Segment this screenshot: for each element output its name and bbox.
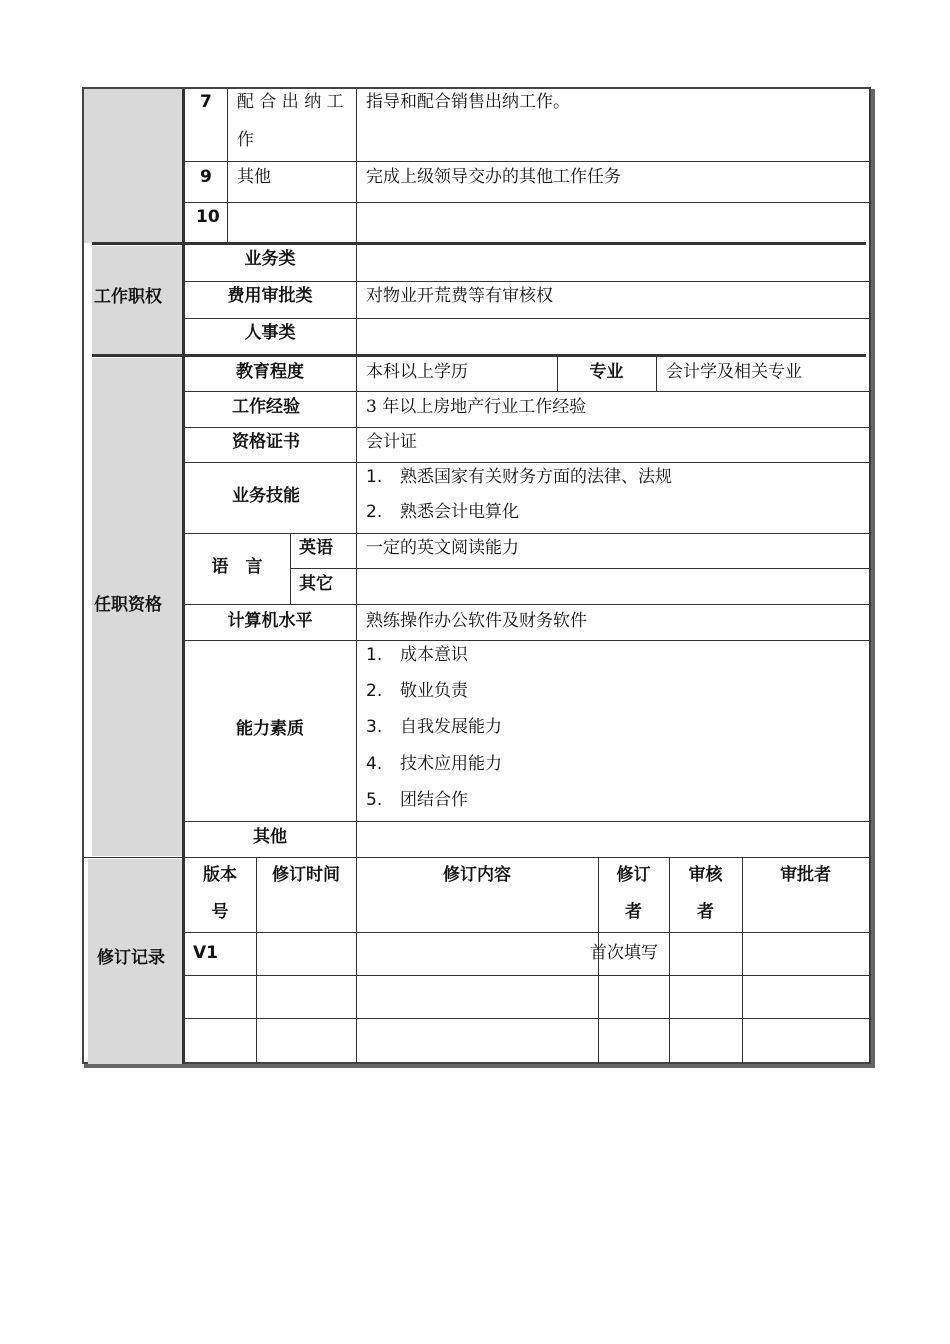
section-header-qualification: 任职资格 (94, 595, 162, 615)
authority-label: 人事类 (244, 323, 296, 343)
list-number: 1. (366, 467, 383, 487)
list-item: 自我发展能力 (400, 717, 502, 737)
row-divider (184, 427, 871, 428)
column-header-approver: 审批者 (780, 865, 831, 885)
row-divider (184, 821, 871, 822)
english-label: 英语 (299, 538, 333, 558)
column-divider (356, 89, 357, 857)
duty-description: 完成上级领导交办的其他工作任务 (366, 167, 621, 187)
list-item: 团结合作 (400, 790, 468, 810)
certificate-value: 会计证 (366, 432, 417, 452)
row-divider (184, 202, 871, 203)
other-label: 其他 (253, 827, 287, 847)
authority-value: 对物业开荒费等有审核权 (366, 286, 553, 306)
column-divider (742, 857, 743, 1064)
row-divider (290, 568, 871, 569)
experience-label: 工作经验 (232, 397, 300, 417)
duty-number: 7 (200, 92, 212, 112)
skills-label: 业务技能 (232, 486, 300, 506)
list-number: 1. (366, 645, 383, 665)
authority-label: 业务类 (244, 249, 296, 269)
revision-content: 首次填写 (590, 943, 658, 963)
column-divider (227, 89, 228, 242)
column-header-auditor: 审核 (688, 865, 723, 885)
column-header-reviser: 者 (625, 902, 642, 922)
section-header-cell (84, 89, 184, 243)
experience-value: 3 年以上房地产行业工作经验 (366, 397, 587, 417)
section-divider (92, 242, 866, 245)
row-divider (184, 932, 871, 933)
row-divider (184, 391, 871, 392)
list-item: 熟悉会计电算化 (400, 502, 519, 522)
column-header-auditor: 者 (697, 902, 714, 922)
list-item: 熟悉国家有关财务方面的法律、法规 (400, 467, 672, 487)
list-item: 成本意识 (400, 645, 468, 665)
column-divider (656, 354, 657, 391)
education-label: 教育程度 (236, 362, 304, 382)
table-shadow (84, 1064, 875, 1068)
column-divider (290, 533, 291, 604)
other-language-label: 其它 (299, 574, 333, 594)
major-label: 专业 (589, 362, 624, 382)
row-divider (184, 462, 871, 463)
language-label: 语 言 (211, 557, 263, 577)
list-number: 3. (366, 717, 383, 737)
duty-name: 其他 (237, 167, 271, 187)
duty-description: 指导和配合销售出纳工作。 (366, 92, 570, 112)
row-divider (184, 640, 871, 641)
duty-name: 配 合 出 纳 工 (237, 92, 344, 112)
row-divider (184, 604, 871, 605)
section-header-revision: 修订记录 (97, 948, 165, 968)
major-value: 会计学及相关专业 (666, 362, 802, 382)
list-number: 5. (366, 790, 383, 810)
column-header-time: 修订时间 (272, 865, 340, 885)
education-value: 本科以上学历 (366, 362, 468, 382)
row-divider (184, 975, 871, 976)
revision-version: V1 (193, 943, 218, 963)
authority-label: 费用审批类 (227, 286, 313, 306)
english-value: 一定的英文阅读能力 (366, 538, 519, 558)
row-divider (184, 1018, 871, 1019)
row-divider (184, 161, 871, 162)
list-number: 4. (366, 754, 383, 774)
section-divider (84, 857, 871, 858)
row-divider (184, 318, 871, 319)
certificate-label: 资格证书 (232, 432, 300, 452)
section-header-authority: 工作职权 (94, 287, 162, 307)
column-divider (256, 857, 257, 1064)
list-number: 2. (366, 681, 383, 701)
duty-name: 作 (237, 130, 254, 150)
list-number: 2. (366, 502, 383, 522)
column-divider (669, 857, 670, 1064)
list-item: 技术应用能力 (400, 754, 502, 774)
column-divider (356, 857, 357, 1064)
column-divider (869, 89, 870, 1064)
table-shadow (871, 89, 875, 1068)
column-header-reviser: 修订 (616, 865, 651, 885)
computer-value: 熟练操作办公软件及财务软件 (366, 611, 587, 631)
duty-number: 9 (200, 167, 212, 187)
row-divider (184, 281, 871, 282)
column-header-version: 版本 (203, 865, 237, 885)
row-divider (184, 533, 871, 534)
duty-number: 10 (196, 207, 220, 227)
ability-label: 能力素质 (236, 719, 304, 739)
column-header-version: 号 (211, 902, 229, 922)
column-header-content: 修订内容 (443, 865, 511, 885)
computer-label: 计算机水平 (227, 611, 313, 631)
section-divider (92, 354, 866, 357)
list-item: 敬业负责 (400, 681, 468, 701)
